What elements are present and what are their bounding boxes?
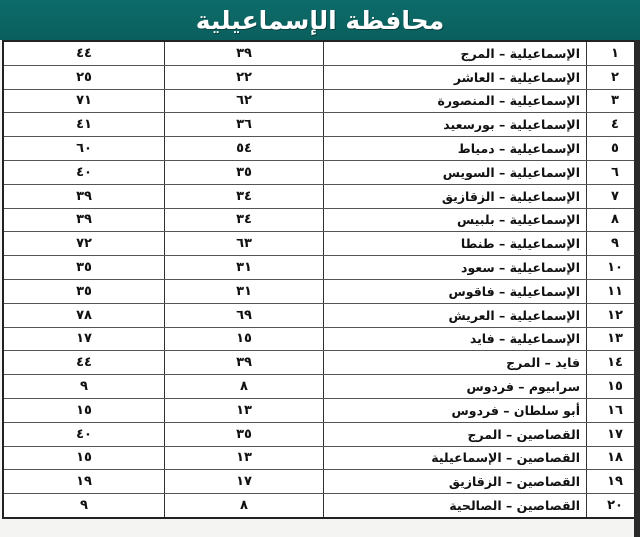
route-cell: الإسماعيلية – فايد (324, 327, 587, 351)
fare-b-cell: ٧١ (4, 89, 165, 113)
table-row (4, 113, 640, 137)
route-cell: الإسماعيلية – السويس (324, 160, 587, 184)
route-cell: الإسماعيلية – بورسعيد (324, 113, 587, 137)
fare-a-cell: ٨ (165, 494, 324, 517)
route-cell: الإسماعيلية – دمياط (324, 137, 587, 161)
row-number-cell: ١ (587, 42, 640, 65)
table-row (4, 65, 640, 89)
row-number-cell: ١٤ (587, 351, 640, 375)
route-cell: الإسماعيلية – طنطا (324, 232, 587, 256)
fare-b-cell: ١٧ (4, 327, 165, 351)
row-number-cell: ٢٠ (587, 494, 640, 517)
route-cell: أبو سلطان – فردوس (324, 398, 587, 422)
table-row (4, 351, 640, 375)
route-cell: القصاصين – الصالحية (324, 494, 587, 517)
table-row (4, 375, 640, 399)
fare-a-cell: ٦٣ (165, 232, 324, 256)
route-cell: الإسماعيلية – سعود (324, 256, 587, 280)
route-cell: القصاصين – الزقازيق (324, 470, 587, 494)
fare-a-cell: ٣٥ (165, 422, 324, 446)
fare-b-cell: ٩ (80, 498, 88, 514)
row-number-cell: ٩ (587, 232, 640, 256)
fare-a-cell: ١٥ (165, 327, 324, 351)
fare-a-cell: ١٣ (165, 446, 324, 470)
fare-b-cell: ٣٩ (4, 208, 165, 232)
fare-a-cell: ٣٥ (165, 160, 324, 184)
table-row (4, 279, 640, 303)
fare-a-cell: ١٧ (165, 470, 324, 494)
row-number-cell: ١٢ (587, 303, 640, 327)
table-row (4, 232, 640, 256)
table-row (4, 446, 640, 470)
table-row (4, 470, 640, 494)
row-number-cell: ٦ (587, 160, 640, 184)
fare-a-cell: ١٣ (165, 398, 324, 422)
fare-a-cell: ٣٤ (165, 208, 324, 232)
title-banner (0, 0, 640, 40)
fare-a-cell: ٥٤ (165, 137, 324, 161)
fare-a-cell: ٣٤ (165, 184, 324, 208)
fares-table-body (4, 42, 640, 517)
fare-a-cell: ٣٩ (165, 42, 324, 65)
table-row (4, 89, 640, 113)
route-cell: الإسماعيلية – العريش (324, 303, 587, 327)
row-number-cell: ١٦ (587, 398, 640, 422)
fare-a-cell: ٦٢ (165, 89, 324, 113)
fare-a-cell: ٢٢ (165, 65, 324, 89)
fare-a-cell: ٣٦ (165, 113, 324, 137)
fares-table-container (2, 40, 636, 519)
table-row (4, 327, 640, 351)
fare-b-cell: ١٩ (4, 470, 165, 494)
fare-b-cell: ٢٥ (4, 65, 165, 89)
fare-a-cell: ٣١ (165, 256, 324, 280)
route-cell: الإسماعيلية – العاشر (324, 65, 587, 89)
table-row (4, 398, 640, 422)
row-number-cell: ١٧ (587, 422, 640, 446)
fare-b-cell: ٤٤ (4, 42, 165, 65)
route-cell: فايد – المرج (324, 351, 587, 375)
row-number-cell: ١٥ (587, 375, 640, 399)
route-cell: الإسماعيلية – الزقازيق (324, 184, 587, 208)
row-number-cell: ٢ (587, 65, 640, 89)
table-row (4, 494, 640, 517)
row-number-cell: ١٨ (587, 446, 640, 470)
fare-a-cell: ٦٩ (165, 303, 324, 327)
route-cell: الإسماعيلية – المرج (324, 42, 587, 65)
fare-b-cell: ٣٥ (4, 279, 165, 303)
row-number-cell: ٨ (587, 208, 640, 232)
row-number-cell: ٥ (587, 137, 640, 161)
page-title: محافظة الإسماعيلية (195, 5, 445, 35)
fare-a-cell: ٣١ (165, 279, 324, 303)
fare-b-cell: ٧٢ (4, 232, 165, 256)
fare-b-cell: ٣٩ (4, 184, 165, 208)
table-row (4, 303, 640, 327)
fare-b-cell: ٤٤ (4, 351, 165, 375)
row-number-cell: ١١ (587, 279, 640, 303)
row-number-cell: ٣ (587, 89, 640, 113)
fare-b-cell: ٤٠ (4, 422, 165, 446)
fare-b-cell: ٦٠ (4, 137, 165, 161)
route-cell: سرابيوم – فردوس (324, 375, 587, 399)
row-number-cell: ١٠ (587, 256, 640, 280)
fare-b-cell: ٧٨ (4, 303, 165, 327)
table-row (4, 208, 640, 232)
fare-b-cell: ١٥ (4, 446, 165, 470)
route-cell: الإسماعيلية – المنصورة (324, 89, 587, 113)
fare-b-cell: ٤٠ (4, 160, 165, 184)
fare-a-cell: ٨ (165, 375, 324, 399)
fare-b-cell: ١٥ (4, 398, 165, 422)
table-row (4, 160, 640, 184)
route-cell: القصاصين – المرج (324, 422, 587, 446)
fare-a-cell: ٣٩ (165, 351, 324, 375)
table-row (4, 42, 640, 65)
table-row (4, 137, 640, 161)
row-number-cell: ١٣ (587, 327, 640, 351)
table-row (4, 256, 640, 280)
row-number-cell: ٤ (587, 113, 640, 137)
fare-b-cell: ٣٥ (4, 256, 165, 280)
row-number-cell: ٧ (587, 184, 640, 208)
route-cell: الإسماعيلية – فاقوس (324, 279, 587, 303)
row-number-cell: ١٩ (587, 470, 640, 494)
fare-b-cell: ٩ (4, 375, 165, 399)
fare-b-cell: ٤١ (4, 113, 165, 137)
route-cell: القصاصين – الإسماعيلية (324, 446, 587, 470)
table-row (4, 422, 640, 446)
route-cell: الإسماعيلية – بلبيس (324, 208, 587, 232)
table-row (4, 184, 640, 208)
fares-table (4, 42, 640, 517)
page-edge-shadow (634, 40, 640, 537)
